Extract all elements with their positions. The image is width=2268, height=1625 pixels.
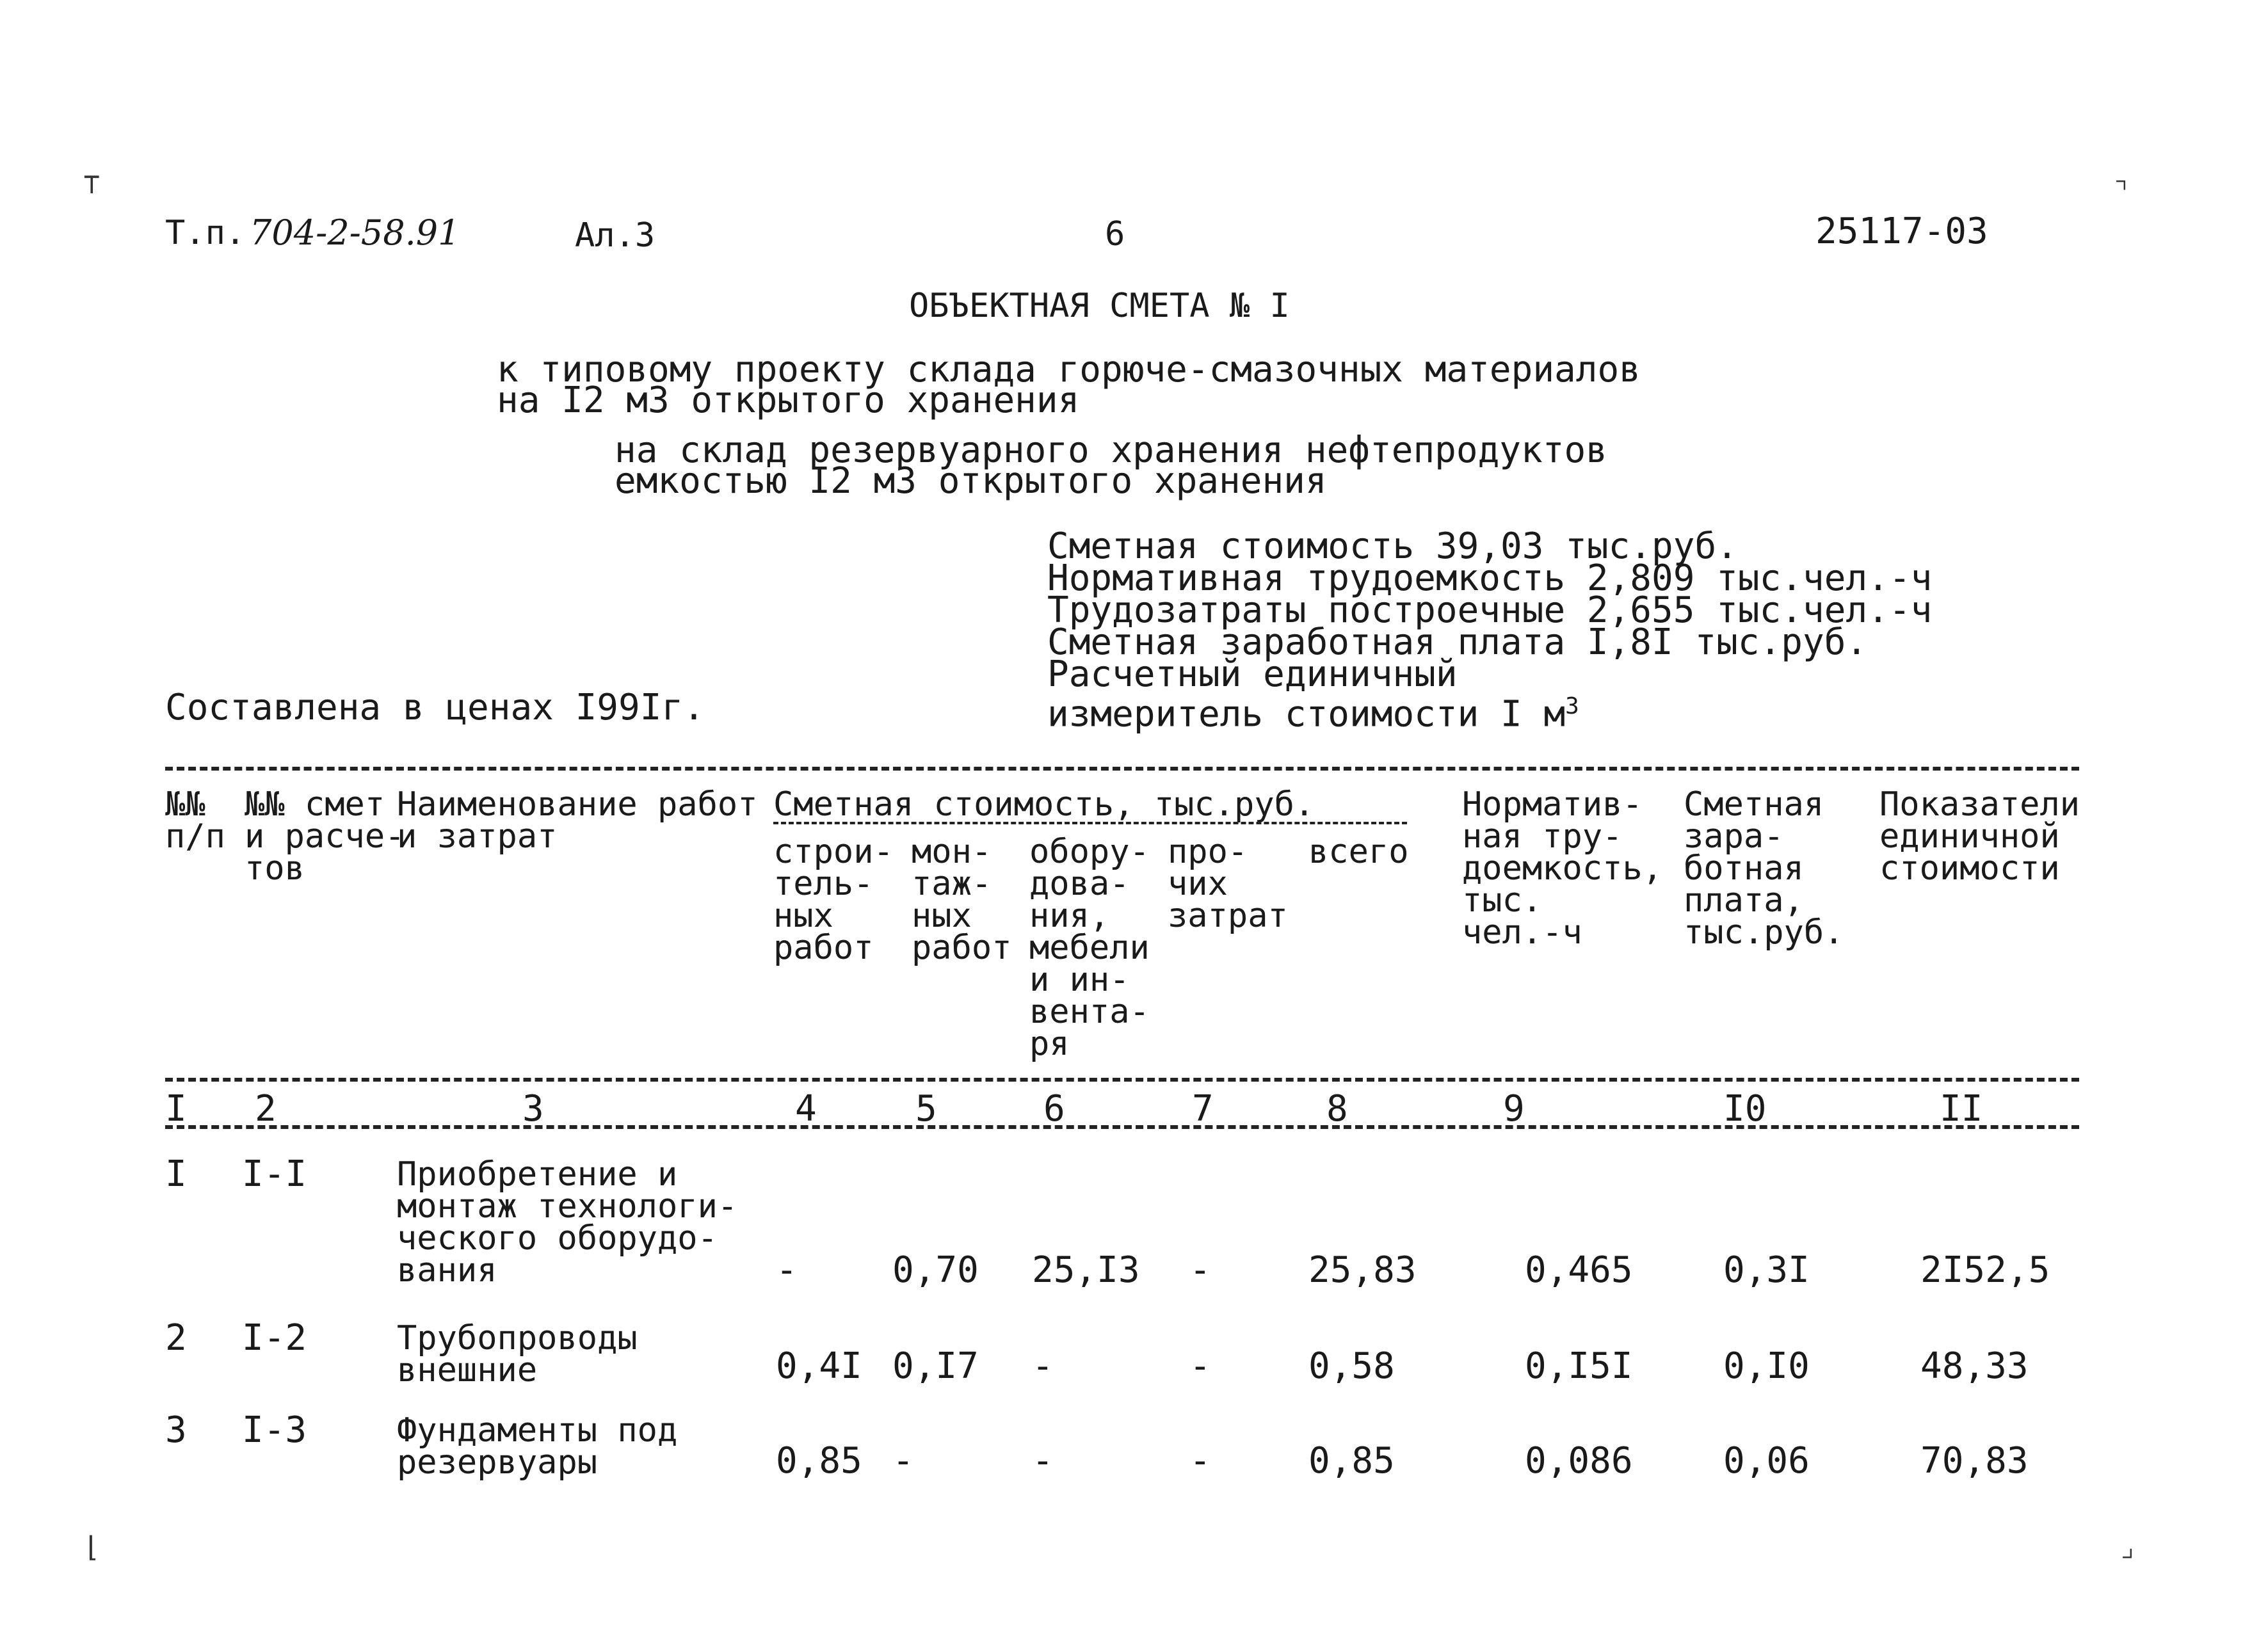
row-name: Трубопроводы внешние <box>397 1319 638 1389</box>
summary-wages: Сметная заработная плата I,8I тыс.руб. <box>1047 621 1868 663</box>
header-col-9: Норматив- ная тру- доемкость, тыс. чел.-ч <box>1462 785 1663 952</box>
row-name: Приобретение и монтаж технологи- ческого оборудо- вания <box>397 1155 738 1290</box>
subtitle-line-3: на склад резервуарного хранения нефтепродуктов <box>615 429 1607 471</box>
header-col-5: мон- таж- ных работ <box>912 833 1012 967</box>
header-col-1: №№ п/п <box>165 785 225 856</box>
row-wages: 0,I0 <box>1723 1345 1810 1387</box>
tp-number: 704-2-58.91 <box>250 212 460 253</box>
subtitle-line-4: емкостью I2 м3 открытого хранения <box>615 460 1327 502</box>
album-label: Ал.3 <box>575 216 655 255</box>
row-other: - <box>1189 1249 1211 1291</box>
row-number: I <box>165 1153 187 1195</box>
row-unit: 70,83 <box>1920 1440 2029 1482</box>
header-col-2: №№ смет и расче- тов <box>245 785 405 888</box>
header-group-underline <box>773 822 1407 824</box>
subtitle-line-1: к типовому проекту склада горюче-смазочных материалов <box>497 349 1641 390</box>
colnum-6: 6 <box>1043 1088 1065 1130</box>
row-number: 3 <box>165 1409 187 1451</box>
page-title: ОБЪЕКТНАЯ СМЕТА № I <box>909 287 1290 325</box>
colnum-4: 4 <box>795 1088 817 1130</box>
summary-unit-text: измеритель стоимости I м <box>1047 693 1566 735</box>
row-ref: I-3 <box>242 1409 307 1451</box>
row-build: 0,85 <box>776 1440 862 1482</box>
row-ref: I-2 <box>242 1317 307 1359</box>
row-mount: 0,70 <box>892 1249 979 1291</box>
summary-unit-line-2 <box>1047 690 1579 735</box>
colnum-9: 9 <box>1503 1088 1525 1130</box>
row-equip: - <box>1032 1440 1054 1482</box>
colnum-7: 7 <box>1192 1088 1214 1130</box>
row-labor: 0,I5I <box>1525 1345 1633 1387</box>
summary-labor-norm: Нормативная трудоемкость 2,809 тыс.чел.-ч <box>1047 557 1933 599</box>
row-ref: I-I <box>242 1153 307 1195</box>
header-col-4: строи- тель- ных работ <box>773 833 894 967</box>
summary-labor-site: Трудозатраты построечные 2,655 тыс.чел.-ч <box>1047 589 1933 631</box>
page-number: 6 <box>1105 215 1125 253</box>
header-col-7: про- чих затрат <box>1168 833 1288 935</box>
row-build: 0,4I <box>776 1345 862 1387</box>
subtitle-line-2: на I2 м3 открытого хранения <box>497 380 1080 421</box>
colnum-5: 5 <box>915 1088 937 1130</box>
summary-cost: Сметная стоимость 39,03 тыс.руб. <box>1047 525 1738 567</box>
row-build: - <box>776 1249 798 1291</box>
row-wages: 0,3I <box>1723 1249 1810 1291</box>
column-numbers-top-rule <box>165 1078 2079 1082</box>
corner-mark-top-right: ⌝ <box>2112 174 2130 207</box>
row-wages: 0,06 <box>1723 1440 1810 1482</box>
header-col-8: всего <box>1308 833 1409 871</box>
column-numbers-bottom-rule <box>165 1125 2079 1129</box>
prices-note: Составлена в ценах I99Iг. <box>165 687 705 728</box>
table-top-rule <box>165 767 2079 771</box>
row-equip: - <box>1032 1345 1054 1387</box>
row-labor: 0,086 <box>1525 1440 1633 1482</box>
row-unit: 48,33 <box>1920 1345 2029 1387</box>
header-group-cost: Сметная стоимость, тыс.руб. <box>773 785 1315 824</box>
colnum-10: I0 <box>1723 1088 1767 1130</box>
row-labor: 0,465 <box>1525 1249 1633 1291</box>
header-col-11: Показатели единичной стоимости <box>1879 785 2080 888</box>
row-equip: 25,I3 <box>1032 1249 1140 1291</box>
row-total: 0,85 <box>1308 1440 1395 1482</box>
doc-code: 25117-03 <box>1815 211 1988 252</box>
colnum-11: II <box>1940 1088 1983 1130</box>
corner-mark-bottom-left: ⌊ <box>83 1531 101 1564</box>
colnum-2: 2 <box>255 1088 277 1130</box>
header-col-10: Сметная зара- ботная плата, тыс.руб. <box>1684 785 1844 952</box>
row-name: Фундаменты под резервуары <box>397 1411 678 1482</box>
header-col-6: обору- дова- ния, мебели и ин- вента- ря <box>1029 833 1150 1063</box>
tp-label: Т.п. <box>165 214 246 252</box>
row-total: 0,58 <box>1308 1345 1395 1387</box>
row-number: 2 <box>165 1317 187 1359</box>
summary-unit-superscript: 3 <box>1565 693 1579 719</box>
header-col-3: Наименование работ и затрат <box>397 785 758 856</box>
colnum-8: 8 <box>1326 1088 1348 1130</box>
row-other: - <box>1189 1440 1211 1482</box>
colnum-3: 3 <box>522 1088 544 1130</box>
row-mount: - <box>892 1440 914 1482</box>
row-total: 25,83 <box>1308 1249 1417 1291</box>
row-mount: 0,I7 <box>892 1345 979 1387</box>
row-other: - <box>1189 1345 1211 1387</box>
colnum-1: I <box>165 1088 187 1130</box>
corner-mark-top-left: ⊤ <box>83 168 101 200</box>
summary-unit-line-1: Расчетный единичный <box>1047 653 1458 695</box>
row-unit: 2I52,5 <box>1920 1249 2050 1291</box>
corner-mark-bottom-right: ⌟ <box>2119 1531 2136 1564</box>
